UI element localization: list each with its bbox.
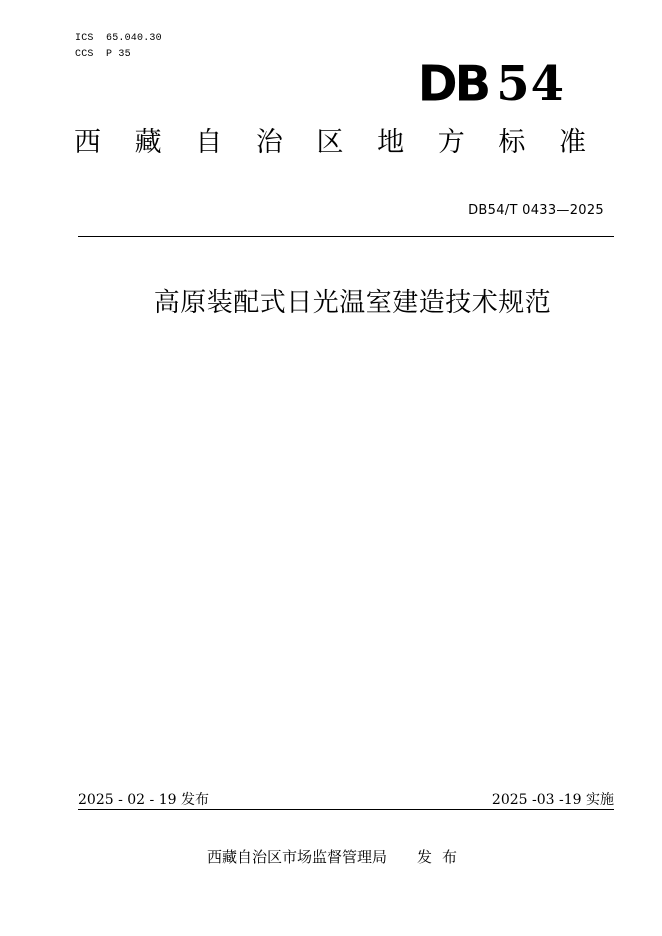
ccs-code: CCS P 35: [75, 49, 131, 60]
standard-type-char: 地: [377, 127, 405, 158]
standard-number: DB54/T 0433—2025: [468, 203, 604, 218]
db-logo: [417, 55, 565, 113]
classification-codes: [75, 31, 162, 63]
standard-type-heading: [74, 126, 586, 160]
top-divider: [78, 236, 614, 237]
document-title: 高原装配式日光温室建造技术规范: [153, 288, 552, 318]
standard-type-char: 藏: [134, 127, 162, 158]
issuer-action: 发布: [417, 848, 468, 866]
standard-type-char: 治: [255, 127, 283, 158]
publish-date: 2025 - 02 - 19 发布: [78, 792, 209, 808]
standard-type-char: 区: [316, 127, 344, 158]
bottom-divider: [78, 809, 614, 810]
db-logo-letters: DB: [417, 55, 489, 113]
issuer-name: 西藏自治区市场监督管理局: [207, 848, 388, 866]
standard-type-char: 准: [559, 127, 586, 158]
implement-date: 2025 -03 -19 实施: [491, 792, 614, 808]
standard-type-char: 西: [74, 127, 101, 158]
standard-type-char: 方: [437, 127, 465, 158]
standard-type-char: 自: [195, 127, 223, 158]
issuer-line: [207, 846, 467, 867]
db-logo-number: 54: [496, 56, 565, 112]
standard-type-char: 标: [498, 127, 526, 158]
ics-code: ICS 65.040.30: [75, 33, 162, 44]
